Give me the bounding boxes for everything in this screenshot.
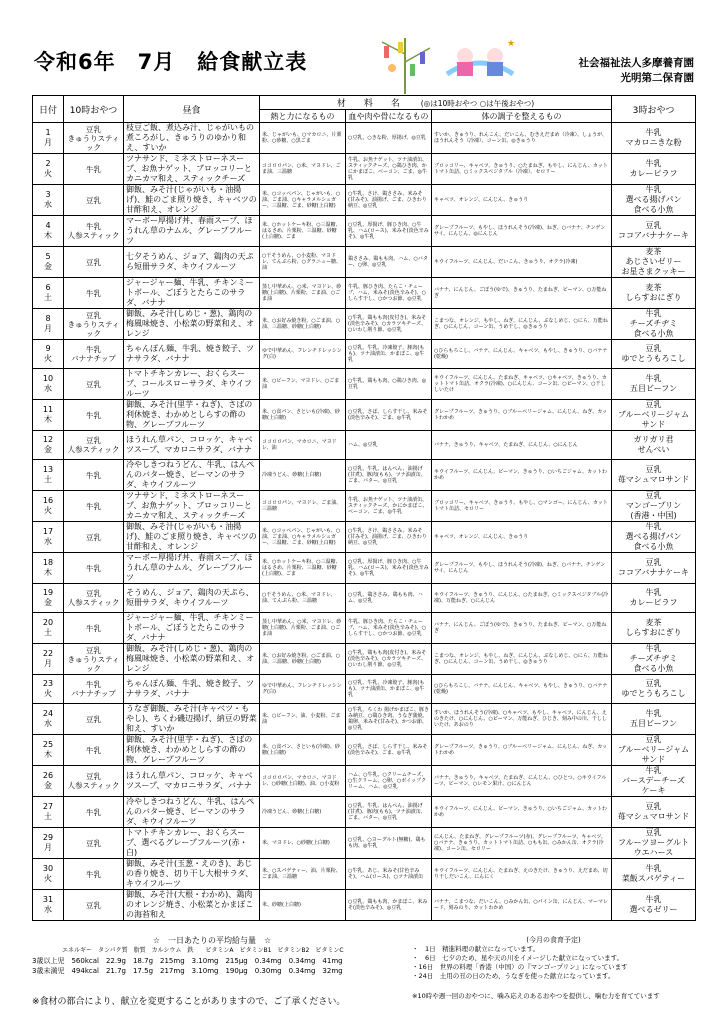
menu-row [33,460,696,491]
date-cell [33,216,64,247]
schedule-item: ・ 1日 精進料理の献立になっています。 [412,945,540,953]
ingredients-body-cell: バナナ、きゅうり、キャベツ、たまねぎ、にんじん、○にんじん [432,431,612,460]
ingredients-heat-cell: 冷凍うどん、砂糖(上白糖) [260,460,346,491]
am-snack-cell: 豆乳 [64,704,124,735]
menu-row [33,704,696,735]
lunch-cell: 御飯、みそ汁(じゃがいも・油揚げ)、鮭のごま照り焼き、キャベツの甘酢和え、オレンジ [124,522,260,553]
header-heat: 熱と力になるもの [260,110,346,123]
lunch-cell: マーボー厚揚げ丼、春雨スープ、ほうれん草のナムル、グレープフルーツ [124,216,260,247]
ingredients-body-cell: キウイフルーツ、にんじん、たまねぎ、キャベツ、○キャベツ、きゅうり、カットトマト缶詰、オクラ(冷凍)、○にんじん、コーン缶、○ピーマン、○干ししいたけ [432,369,612,400]
ingredients-heat-cell: 米、○ホットケーキ粉、○三温糖、はるさめ、片栗粉、三温糖、砂糖(上白糖)、ごま [260,553,346,584]
am-snack-cell: 豆乳 人参スティック [64,766,124,797]
schedule-item: ・16日 世界の料理「香港（中国）の『マンゴープリン』になっています [412,963,628,971]
weekday: 金 [44,781,52,790]
ingredients-body-cell: ○ひらもろこし、バナナ、にんじん、キャベツ、もやし、きゅうり、○バナナ(乾燥) [432,675,612,704]
pm-snack-cell: 豆乳 ゆでとうもろこし [612,340,696,369]
page-title: 令和6年 7月 給食献立表 [34,50,308,74]
ingredients-body-cell: グレープフルーツ、もやし、ほうれんそう(冷凍)、ねぎ、○バナナ、チンゲンサイ、にんじん [432,553,612,584]
ingredients-blood-cell: 牛乳、豚ひき肉、たらこ・チューブ、ハム、米みそ(淡色辛みそ)、○しらす干し、○かつお節、◎豆乳 [346,278,432,309]
pm-snack-cell: 牛乳 五目ビーフン [612,369,696,400]
nutrition-header: エネルギー タンパク質 脂質 カルシウム 鉄 ビタミンA ビタミンB1 ビタミンB2 ビタミンC [32,947,344,954]
ingredients-body-cell: グレープフルーツ、もやし、ほうれんそう(冷凍)、ねぎ、○バナナ、チンゲンサイ、にんじん、◎にんじん [432,216,612,247]
weekday: 木 [44,568,52,577]
nutrition-box [32,936,392,976]
ingredients-blood-cell: ○牛乳、さけ、鶏ささみ、米みそ(甘みそ)、油揚げ、ごま、ひきわり納豆、◎豆乳 [346,185,432,216]
day-number: 20 [42,618,54,627]
weekday: 水 [44,200,52,209]
ingredients-blood-cell: 鶏ささみ、鶏もも肉、ハム、○バター、○卵、◎豆乳 [346,247,432,278]
header-lunch: 昼食 [124,96,260,123]
lunch-cell: ツナサンド、ミネストローネスープ、お魚ナゲット、ブロッコリーとカニカマ和え、スティックチーズ [124,491,260,522]
schedule-item: ・ 6日 七夕のため、星や天の川をイメージした献立になっています。 [412,954,624,962]
lunch-cell: 枝豆ご飯、煮込み汁、じゃがいもの煮ころがし、きゅうりのゆかり和え、すいか [124,123,260,154]
date-cell [33,400,64,431]
am-snack-cell: 豆乳 [64,369,124,400]
am-snack-cell: 豆乳 [64,185,124,216]
date-cell [33,553,64,584]
chewing-notice: ※10時や週一回のおやつに、噛み応えのあるおやつを提供し、噛む力を育てています [412,992,660,1000]
menu-row [33,340,696,369]
day-number: 2 [45,159,51,168]
weekday: 水 [44,719,52,728]
date-cell [33,675,64,704]
menu-row [33,369,696,400]
date-cell [33,644,64,675]
lunch-cell: ジャージャー麺、牛乳、チキンミートボール、ごぼうとたらこのサラダ、バナナ [124,613,260,644]
menu-row [33,675,696,704]
ingredients-blood-cell: ○豆乳、牛乳、はんぺん、油揚げ(甘煮)、豚肉(もも)、ツナ油漬缶、ごま、バター、◎豆乳 [346,460,432,491]
ingredients-body-cell: グレープフルーツ、きゅうり、○ブルーベリージャム、にんじん、ねぎ、カットわかめ [432,400,612,431]
pm-snack-cell: 牛乳 五目ビーフン [612,704,696,735]
weekday: 月 [44,659,52,668]
lunch-cell: そうめん、ジョア、鶏肉の天ぷら、短冊サラダ、キウイフルーツ [124,584,260,613]
day-number: 19 [42,588,54,597]
weekday: 火 [44,874,52,883]
pm-snack-cell: 豆乳 ゆでとうもろこし [612,675,696,704]
weekday: 水 [44,537,52,546]
header-blood: 血や肉や骨になるもの [346,110,432,123]
date-cell [33,735,64,766]
ingredients-blood-cell: ハム、◎豆乳 [346,431,432,460]
pm-snack-cell: 麦茶 しらすおにぎり [612,613,696,644]
lunch-cell: ちゃんぽん麺、牛乳、焼き餃子、ツナサラダ、バナナ [124,340,260,369]
weekday: 火 [44,689,52,698]
date-cell [33,247,64,278]
schedule-title: (今月の食育予定) [526,936,581,944]
weekday: 土 [44,628,52,637]
pm-snack-cell: 豆乳 ブルーベリージャム サンド [612,400,696,431]
date-cell [33,123,64,154]
pm-snack-cell: 豆乳 苺マシュマロサンド [612,797,696,828]
am-snack-cell: 牛乳 [64,154,124,185]
ingredients-heat-cell: ゆで中華めん、フレンチドレッシング(白) [260,675,346,704]
ingredients-heat-cell: ココロロパン、マカロニ、マヨドレ、○砂糖(上白糖)、油、○小麦粉 [260,766,346,797]
ingredients-heat-cell: 米、○スパゲティー、油、片栗粉、ごま油、三温糖 [260,859,346,890]
ingredients-body-cell: こまつな、オレンジ、もやし、ねぎ、にんじん、ぶなしめじ、○にら、万能ねぎ、○にんじん、コーン缶、うめ干し、◎きゅうり [432,644,612,675]
day-number: 24 [42,709,54,718]
lunch-cell: 御飯、みそ汁(大根・わかめ)、鶏肉のオレンジ焼き、小松菜とかまぼこの海苔和え [124,890,260,921]
lunch-cell: マーボー厚揚げ丼、春雨スープ、ほうれん草のナムル、グレープフルーツ [124,553,260,584]
menu-row [33,309,696,340]
weekday: 月 [44,843,52,852]
menu-row [33,247,696,278]
ingredients-body-cell: ブロッコリー、キャベツ、きゅうり、○たまねぎ、もやし、にんじん、カットトマト缶詰、○ミックスベジタブル（冷凍）、セロリー [432,154,612,185]
ingredients-heat-cell: 米、じゃがいも、○マカロニ、片栗粉、○砂糖、○黒ごま [260,123,346,154]
date-cell [33,613,64,644]
menu-row [33,859,696,890]
ingredients-body-cell: グレープフルーツ、きゅうり、○ブルーベリージャム、にんじん、ねぎ、カットわかめ [432,735,612,766]
pm-snack-cell: 牛乳 チーズチヂミ 食べる小魚 [612,309,696,340]
day-number: 5 [45,252,51,261]
pm-snack-cell: 牛乳 カレーピラフ [612,154,696,185]
weekday: 水 [44,384,52,393]
weekday: 金 [44,262,52,271]
lunch-cell: ほうれん草パン、コロッケ、キャベツスープ、マカロニサラダ、バナナ [124,766,260,797]
ingredients-body-cell: バナナ、にんじん、ごぼう(ゆで)、きゅうり、たまねぎ、ピーマン、○万能ねぎ [432,613,612,644]
weekday: 木 [44,750,52,759]
organization-name [579,56,695,86]
weekday: 木 [44,415,52,424]
lunch-cell: ジャージャー麺、牛乳、チキンミートボール、ごぼうとたらこのサラダ、バナナ [124,278,260,309]
am-snack-cell: 牛乳 [64,400,124,431]
date-cell [33,859,64,890]
ingredients-heat-cell: 米、マヨドレ、○砂糖(上白糖) [260,828,346,859]
am-snack-cell: 豆乳 [64,828,124,859]
day-number: 25 [42,740,54,749]
day-number: 18 [42,558,54,567]
ingredients-blood-cell: ○豆乳、さば、しらす干し、米みそ(淡色辛みそ)、ごま、◎牛乳 [346,400,432,431]
am-snack-cell: 牛乳 バナナチップ [64,675,124,704]
lunch-cell: 御飯、みそ汁(里芋・ねぎ)、さばの利休焼き、わかめとしらすの酢の物、グレープフルーツ [124,400,260,431]
ingredients-blood-cell: 牛乳、お魚ナゲット、ツナ油漬缶、スティックチーズ、かにかまぼこ、ベーコン、ごま、◎牛乳 [346,491,432,522]
pm-snack-cell: 麦茶 しらすおにぎり [612,278,696,309]
pm-snack-cell: 麦茶 あじさいゼリー お星さまクッキー [612,247,696,278]
change-notice: ※食材の都合により、献立を変更することがありますので、ご了承ください。 [32,997,346,1007]
day-number: 6 [45,283,51,292]
lunch-cell: 御飯、みそ汁(玉葱・えのき)、あじの香り焼き、切り干し大根サラダ、キウイフルーツ [124,859,260,890]
lunch-cell: トマトチキンカレー、おくらスープ、コールスローサラダ、キウイフルーツ [124,369,260,400]
weekday: 木 [44,231,52,240]
date-cell [33,154,64,185]
day-number: 8 [45,314,51,323]
header-am-snack: 10時おやつ [64,96,124,123]
pm-snack-cell: 牛乳 選べる揚げパン 食べる小魚 [612,185,696,216]
day-number: 3 [45,190,51,199]
nutrition-line-under3: 3歳未満児 494kcal 21.7g 17.5g 217mg 3.10mg 190μg 0.30mg 0.34mg 32mg [32,967,343,975]
ingredients-blood-cell: ○豆乳、牛乳、冷凍餃子、豚肉(もも)、ツナ油漬缶、かまぼこ、◎牛乳 [346,675,432,704]
am-snack-cell: 牛乳 人参スティック [64,216,124,247]
menu-row [33,735,696,766]
pm-snack-cell: 豆乳 ココアバナナケーキ [612,553,696,584]
ingredients-body-cell: バナナ、きゅうり、キャベツ、たまねぎ、にんじん、○ひとつ、○キウイフルーツ、ピーマン、○レモン果汁、○にんじん [432,766,612,797]
lunch-cell: 冷やしきつねうどん、牛乳、はんぺんのバター焼き、ピーマンのサラダ、キウイフルーツ [124,797,260,828]
page-header [0,0,724,96]
lunch-cell: トマトチキンカレー、おくらスープ、選べるグレープフルーツ(赤・白) [124,828,260,859]
menu-row [33,123,696,154]
ingredients-body-cell: キウイフルーツ、きゅうり、にんじん、○たまねぎ、○ミックスベジタブル(冷凍)、万能ねぎ、○にんじん [432,584,612,613]
ingredients-body-cell: キウイフルーツ、にんじん、だいこん、きゅうり、オクラ(冷凍) [432,247,612,278]
ingredients-blood-cell: ○牛乳、ちくわ 揚げかまぼこ、豚きみ納豆、○鶏ひき肉、うなぎ蒲焼、鶏卵、米みそ(甘みそ)、かつお節、◎豆乳 [346,704,432,735]
pm-snack-cell: 牛乳 チーズチヂミ 食べる小魚 [612,644,696,675]
menu-row [33,491,696,522]
pm-snack-cell: 牛乳 バースデーチーズ ケーキ [612,766,696,797]
am-snack-cell: 牛乳 [64,859,124,890]
lunch-cell: 七夕そうめん、ジョア、鶏肉の天ぷら短冊サラダ、キウイフルーツ [124,247,260,278]
pm-snack-cell: 牛乳 カレーピラフ [612,584,696,613]
pm-snack-cell: 牛乳 菜飯スパゲティー [612,859,696,890]
ingredients-heat-cell: 米、○お好み焼き粉、○ごま油、○油、三温糖、砂糖(上白糖) [260,644,346,675]
ingredients-blood-cell: ○豆乳、牛乳、はんぺん、油揚げ(甘煮)、豚肉(もも)、ツナ油漬缶、ごま、バター、◎豆乳 [346,797,432,828]
pm-snack-cell: 豆乳 マンゴープリン (香港・中国) [612,491,696,522]
header-ingredients-note: (◎は10時おやつ ○は午後おやつ) [420,99,535,108]
date-cell [33,460,64,491]
ingredients-body-cell: すいか、きゅうり、れんこん、だいこん、むきえだまめ（冷凍）、しょうが、ほうれんそう（冷凍）、コーン缶、◎きゅうり [432,123,612,154]
ingredients-blood-cell: ○豆乳、鶏もも肉、かまぼこ、米みそ(淡色辛みそ)、◎豆乳 [346,890,432,921]
ingredients-heat-cell: ○干そうめん、○小麦粉、マヨドレ、てんぷら粉、○グラニュー糖、油 [260,247,346,278]
date-cell [33,278,64,309]
day-number: 10 [42,374,54,383]
weekday: 土 [44,293,52,302]
pm-snack-cell: 豆乳 ココアバナナケーキ [612,216,696,247]
weekday: 月 [44,324,52,333]
pm-snack-cell: 豆乳 苺マシュマロサンド [612,460,696,491]
lunch-cell: うなぎ御飯、みそ汁(キャベツ・もやし)、ちくわ磯辺揚げ、納豆の野菜和え、すいか [124,704,260,735]
lunch-cell: 御飯、みそ汁(しめじ・葱)、鶏肉の梅風味焼き、小松菜の野菜和え、オレンジ [124,309,260,340]
weekday: 金 [44,445,52,454]
lunch-cell: 御飯、みそ汁(じゃがいも・油揚げ)、鮭のごま照り焼き、キャベツの甘酢和え、オレンジ [124,185,260,216]
date-cell [33,584,64,613]
day-number: 12 [42,435,54,444]
food-education-schedule [412,936,695,981]
ingredients-body-cell: すいか、ほうれんそう(冷凍)、○キャベツ、もやし、キャベツ、にんじん、えのきたけ、○にんじん、○ピーマン、万能ねぎ、ひじき、刻み中の川、干ししいたけ、あおのり [432,704,612,735]
am-snack-cell: 牛乳 [64,613,124,644]
menu-row [33,797,696,828]
ingredients-blood-cell: ○豆乳、厚揚げ、豚ひき肉、○牛乳、ハム(ロース)、米みそ(淡色辛みそ)、◎牛乳 [346,553,432,584]
date-cell [33,766,64,797]
header-ingredients [260,96,612,110]
weekday: 火 [44,354,52,363]
pm-snack-cell: 牛乳 選べる揚げパン 食べる小魚 [612,522,696,553]
ingredients-heat-cell: 米、○お好み焼き粉、○ごま油、○油、三温糖、砂糖(上白糖) [260,309,346,340]
date-cell [33,309,64,340]
header-date: 日付 [33,96,64,123]
weekday: 月 [44,138,52,147]
svg-text:★: ★ [507,39,515,49]
menu-row [33,522,696,553]
ingredients-blood-cell: ○牛乳、鶏もも肉(皮付き)、米みそ(淡色辛みそ)、○カラツキチーズ、○いわし削り節、◎豆乳 [346,309,432,340]
date-cell [33,890,64,921]
am-snack-cell: 牛乳 [64,797,124,828]
menu-row [33,400,696,431]
ingredients-heat-cell: 米、○食パン、さといも(冷凍)、砂糖(上白糖) [260,735,346,766]
ingredients-body-cell: ○ひらもろこし、バナナ、にんじん、キャベツ、もやし、きゅうり、○バナナ(乾燥) [432,340,612,369]
ingredients-body-cell: バナナ、こまつな、だいこん、○みかん缶、○パイン缶、にんじん、マーマレード、刻みのり、カットわかめ [432,890,612,921]
day-number: 29 [42,833,54,842]
menu-row [33,766,696,797]
ingredients-blood-cell: ○豆乳、鶏ささみ、鶏もも肉、ハム、◎豆乳 [346,584,432,613]
date-cell [33,369,64,400]
ingredients-heat-cell: 米、○ホットケーキ粉、○三温糖、はるさめ、片栗粉、三温糖、砂糖(上白糖)、ごま [260,216,346,247]
ingredients-heat-cell: 蒸し中華めん、○米、マヨドレ、砂糖(上白糖)、片栗粉、ごま油、○ごま油 [260,278,346,309]
weekday: 土 [44,475,52,484]
date-cell [33,828,64,859]
ingredients-blood-cell: ○豆乳、○ヨーグルト(無糖)、鶏もも肉、◎牛乳 [346,828,432,859]
orihime-hikoboshi-icon [445,34,515,86]
pm-snack-cell: ガリガリ君 せんべい [612,431,696,460]
pm-snack-cell: 豆乳 フルーツヨーグルト ウエハース [612,828,696,859]
day-number: 26 [42,771,54,780]
ingredients-body-cell: こまつな、オレンジ、もやし、ねぎ、にんじん、ぶなしめじ、○にら、万能ねぎ、○にんじん、コーン缶、うめ干し、◎きゅうり [432,309,612,340]
weekday: 土 [44,812,52,821]
footer [32,936,695,1016]
day-number: 4 [45,221,51,230]
ingredients-body-cell: キウイフルーツ、にんじん、ピーマン、きゅうり、○いちごジャム、カットわかめ [432,797,612,828]
ingredients-heat-cell: 米、○ビーフン、油、小麦粉、ごま油 [260,704,346,735]
ingredients-body-cell: キャベツ、オレンジ、にんじん、きゅうり [432,522,612,553]
ingredients-body-cell: キャベツ、オレンジ、にんじん、きゅうり [432,185,612,216]
am-snack-cell: 牛乳 [64,553,124,584]
weekday: 水 [44,905,52,914]
ingredients-heat-cell: 米、○食パン、さといも(冷凍)、砂糖(上白糖) [260,400,346,431]
schedule-item: ・24日 土用の丑の日のため、うなぎを使った献立になっています。 [412,972,615,980]
am-snack-cell: 豆乳 [64,890,124,921]
ingredients-heat-cell: 冷凍うどん、砂糖(上白糖) [260,797,346,828]
ingredients-body-cell: キウイフルーツ、にんじん、たまねぎ、えのきたけ、きゅうり、えだまめ、切り干しだいこん、にんにく [432,859,612,890]
date-cell [33,340,64,369]
day-number: 23 [42,679,54,688]
am-snack-cell: 豆乳 [64,522,124,553]
menu-row [33,584,696,613]
ingredients-blood-cell: 牛乳、豚ひき肉、たらこ・チューブ、ハム、米みそ(淡色辛みそ)、○しらす干し、○かつお節、◎豆乳 [346,613,432,644]
weekday: 火 [44,506,52,515]
menu-row [33,613,696,644]
date-cell [33,185,64,216]
pm-snack-cell: 豆乳 ブルーベリージャム サンド [612,735,696,766]
menu-row [33,553,696,584]
day-number: 13 [42,465,54,474]
menu-row [33,431,696,460]
lunch-cell: 御飯、みそ汁(里芋・ねぎ)、さばの利休焼き、わかめとしらすの酢の物、グレープフルーツ [124,735,260,766]
ingredients-blood-cell: ○豆乳、牛乳、冷凍餃子、豚肉(もも)、ツナ油漬缶、かまぼこ、◎牛乳 [346,340,432,369]
am-snack-cell: 牛乳 [64,460,124,491]
menu-row [33,278,696,309]
day-number: 31 [42,895,54,904]
lunch-cell: ツナサンド、ミネストローネスープ、お魚ナゲット、ブロッコリーとカニカマ和え、スティックチーズ [124,154,260,185]
menu-row [33,185,696,216]
ingredients-heat-cell: ココロロパン、マカロニ、マヨドレ、油 [260,431,346,460]
day-number: 30 [42,864,54,873]
lunch-cell: ちゃんぽん麺、牛乳、焼き餃子、ツナサラダ、バナナ [124,675,260,704]
date-cell [33,797,64,828]
nutrition-line-over3: 3歳以上児 560kcal 22.9g 18.7g 215mg 3.10mg 215μg 0.34mg 0.34mg 41mg [32,957,343,965]
ingredients-blood-cell: ○豆乳、○きな粉、厚揚げ、◎豆乳 [346,123,432,154]
ingredients-heat-cell: 米、砂糖(上白糖) [260,890,346,921]
ingredients-heat-cell: 米、○ビーフン、マヨドレ、○ごま油 [260,369,346,400]
ingredients-blood-cell: ○牛乳、さけ、鶏ささみ、米みそ(甘みそ)、油揚げ、ごま、ひきわり納豆、◎豆乳 [346,522,432,553]
am-snack-cell: 豆乳 人参スティック [64,584,124,613]
am-snack-cell: 牛乳 [64,491,124,522]
day-number: 1 [45,128,51,137]
am-snack-cell: 豆乳 きゅうりスティック [64,123,124,154]
weekday: 火 [44,169,52,178]
ingredients-blood-cell: ○豆乳、さば、しらす干し、米みそ(淡色辛みそ)、ごま、◎牛乳 [346,735,432,766]
ingredients-blood-cell: ○牛乳、あじ、米みそ(甘色辛みそ)、ハム(ロース)、○ツナ油漬缶 [346,859,432,890]
ingredients-heat-cell: 米、○コッペパン、じゃがいも、○油、ごま油、○キャラメルシュガー、三温糖、ごま、砂糖(上白糖) [260,185,346,216]
tanabata-bamboo-icon [370,34,440,96]
date-cell [33,491,64,522]
header-ingredients-label: 材 料 名 [336,99,400,109]
ingredients-heat-cell: ココロロパン、マヨドレ、ごま油、三温糖 [260,491,346,522]
day-number: 27 [42,802,54,811]
ingredients-heat-cell: ゆで中華めん、フレンチドレッシング(白) [260,340,346,369]
ingredients-body-cell: キウイフルーツ、にんじん、ピーマン、きゅうり、○いちごジャム、カットわかめ [432,460,612,491]
menu-row [33,216,696,247]
date-cell [33,522,64,553]
menu-row [33,890,696,921]
pm-snack-cell: 牛乳 マカロニきな粉 [612,123,696,154]
ingredients-blood-cell: ○豆乳、厚揚げ、豚ひき肉、○牛乳、ハム(ロース)、米みそ(淡色辛みそ)、◎牛乳 [346,216,432,247]
ingredients-heat-cell: ココロロパン、○米、マヨドレ、ごま油、三温糖 [260,154,346,185]
nutrition-title: ☆ 一日あたりの平均給与量 ☆ [152,936,272,945]
weekday: 金 [44,598,52,607]
org-line1: 社会福祉法人多摩養育園 [578,57,694,69]
date-cell [33,704,64,735]
day-number: 9 [45,344,51,353]
ingredients-body-cell: バナナ、にんじん、ごぼう(ゆで)、きゅうり、たまねぎ、ピーマン、○万能ねぎ [432,278,612,309]
day-number: 11 [42,405,54,414]
ingredients-blood-cell: ○牛乳、鶏もも肉(皮付き)、米みそ(淡色辛みそ)、○カラツキチーズ、○いわし削り節、◎豆乳 [346,644,432,675]
ingredients-blood-cell: ハム、○牛乳、○クリームチーズ、○生クリーム、○卵、○ボイップクリーム、ハム、◎豆乳 [346,766,432,797]
day-number: 16 [42,496,54,505]
am-snack-cell: 豆乳 きゅうりスティック [64,644,124,675]
ingredients-blood-cell: 牛乳、お魚ナゲット、ツナ油漬缶、スティックチーズ、○鶏ひき肉、かにかまぼこ、ベーコン、ごま、◎牛乳 [346,154,432,185]
date-cell [33,431,64,460]
menu-row [33,828,696,859]
ingredients-heat-cell: 蒸し中華めん、○米、マヨドレ、砂糖(上白糖)、片栗粉、ごま油、○ごま油 [260,613,346,644]
am-snack-cell: 牛乳 バナナチップ [64,340,124,369]
am-snack-cell: 豆乳 人参スティック [64,431,124,460]
header-body: 体の調子を整えるもの [432,110,612,123]
ingredients-body-cell: ブロッコリー、キャベツ、きゅうり、もやし、○マンゴー、にんじん、カットトマト缶詰、セロリー [432,491,612,522]
menu-table [32,95,696,921]
menu-row [33,644,696,675]
menu-row [33,154,696,185]
am-snack-cell: 牛乳 [64,735,124,766]
ingredients-heat-cell: 米、○コッペパン、じゃがいも、○油、ごま油、○キャラメルシュガー、三温糖、ごま、砂糖(上白糖) [260,522,346,553]
lunch-cell: 御飯、みそ汁(しめじ・葱)、鶏肉の梅風味焼き、小松菜の野菜和え、オレンジ [124,644,260,675]
am-snack-cell: 豆乳 きゅうりスティック [64,309,124,340]
pm-snack-cell: 牛乳 選べるゼリー [612,890,696,921]
ingredients-body-cell: にんじん、たまねぎ、グレープフルーツ(赤)、グレープフルーツ、キャベツ、○バナナ、きゅうり、カットトマト缶詰、○もも缶、○みかん缶、オクラ(冷凍)、コーン缶、セロリー [432,828,612,859]
day-number: 17 [42,527,54,536]
lunch-cell: ほうれん草パン、コロッケ、キャベツスープ、マカロニサラダ、バナナ [124,431,260,460]
header-pm-snack: 3時おやつ [612,96,696,123]
org-line2: 光明第二保育園 [620,72,694,84]
ingredients-heat-cell: ○干そうめん、○米、マヨドレ、油、てんぷら粉、三温糖 [260,584,346,613]
ingredients-blood-cell: ○牛乳、鶏もも肉、○鶏ひき肉、◎豆乳 [346,369,432,400]
am-snack-cell: 豆乳 [64,247,124,278]
am-snack-cell: 牛乳 [64,278,124,309]
day-number: 22 [42,649,54,658]
lunch-cell: 冷やしきつねうどん、牛乳、はんぺんのバター焼き、ピーマンのサラダ、キウイフルーツ [124,460,260,491]
